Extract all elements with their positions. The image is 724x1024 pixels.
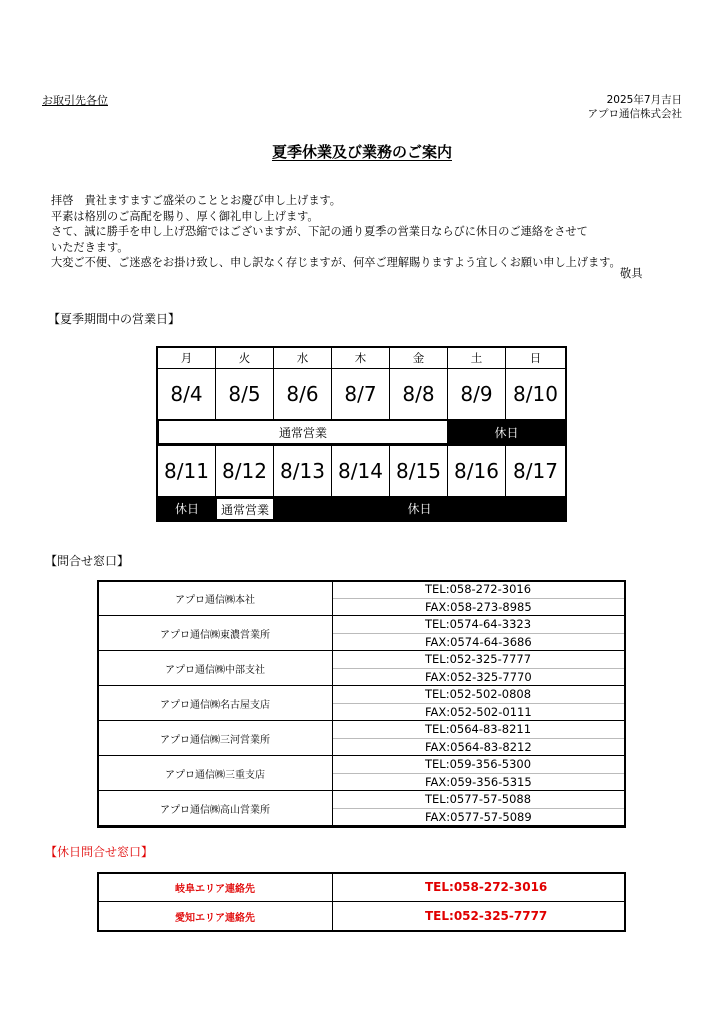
tel-number: TEL:059-356-5300 <box>333 756 626 774</box>
office-name: アプロ通信㈱東濃営業所 <box>98 616 333 651</box>
date-cell: 8/15 <box>390 446 447 496</box>
date-cell: 8/6 <box>274 369 331 419</box>
status-business: 通常営業 <box>217 499 273 519</box>
fax-number: FAX:0564-83-8212 <box>333 738 626 756</box>
table-row <box>98 902 626 931</box>
office-name: アプロ通信㈱三重支店 <box>98 756 333 791</box>
table-row <box>98 686 626 704</box>
status-holiday: 休日 <box>274 497 565 520</box>
body-line: 平素は格別のご高配を賜り、厚く御礼申し上げます。 <box>51 209 319 223</box>
section-heading-contacts: 【問合せ窓口】 <box>45 554 130 568</box>
fax-number: FAX:0574-64-3686 <box>333 633 626 651</box>
area-name: 愛知エリア連絡先 <box>98 902 333 931</box>
date-cell: 8/16 <box>448 446 505 496</box>
weekday-tue: 火 <box>216 348 273 368</box>
weekday-thu: 木 <box>332 348 389 368</box>
status-business: 通常営業 <box>159 421 447 443</box>
section-heading-calendar: 【夏季期間中の営業日】 <box>48 312 181 326</box>
body-line: 拝啓 貴社ますますご盛栄のこととお慶び申し上げます。 <box>51 194 341 207</box>
weekday-sat: 土 <box>448 348 505 368</box>
body-line: 大変ご不便、ご迷惑をお掛け致し、申し訳なく存じますが、何卒ご理解賜りますよう宜しくお願い申し上げます。 <box>51 256 621 270</box>
office-name: アプロ通信㈱三河営業所 <box>98 721 333 756</box>
table-row <box>98 791 626 809</box>
tel-number: TEL:0577-57-5088 <box>333 791 626 809</box>
tel-number: TEL:058-272-3016 <box>333 581 626 599</box>
date-cell: 8/12 <box>216 446 273 496</box>
body-line: いただきます。 <box>51 240 129 254</box>
date-cell: 8/17 <box>506 446 565 496</box>
date-cell: 8/13 <box>274 446 331 496</box>
office-name: アプロ通信㈱中部支社 <box>98 651 333 686</box>
date-cell: 8/11 <box>158 446 215 496</box>
date-cell: 8/7 <box>332 369 389 419</box>
date-cell: 8/5 <box>216 369 273 419</box>
office-name: アプロ通信㈱名古屋支店 <box>98 686 333 721</box>
page-title <box>0 141 724 162</box>
date-cell: 8/9 <box>448 369 505 419</box>
weekday-wed: 水 <box>274 348 331 368</box>
fax-number: FAX:052-325-7770 <box>333 668 626 686</box>
date-cell: 8/8 <box>390 369 447 419</box>
table-row <box>98 616 626 634</box>
closing: 敬具 <box>620 267 643 280</box>
status-holiday: 休日 <box>448 420 565 444</box>
table-row <box>98 581 626 599</box>
date-cell: 8/10 <box>506 369 565 419</box>
fax-number: FAX:0577-57-5089 <box>333 808 626 826</box>
fax-number: FAX:059-356-5315 <box>333 773 626 791</box>
office-name: アプロ通信㈱高山営業所 <box>98 791 333 826</box>
issue-date: 2025年7月吉日 <box>606 94 682 106</box>
date-cell: 8/4 <box>158 369 215 419</box>
tel-number: TEL:052-325-7777 <box>333 651 626 669</box>
table-row <box>98 873 626 902</box>
holiday-contacts-table <box>97 872 626 931</box>
table-row <box>98 651 626 669</box>
tel-number: TEL:0574-64-3323 <box>333 616 626 634</box>
business-calendar <box>156 346 567 522</box>
letter-body <box>51 193 651 271</box>
fax-number: FAX:058-273-8985 <box>333 598 626 616</box>
weekday-mon: 月 <box>158 348 215 368</box>
tel-number: TEL:052-502-0808 <box>333 686 626 704</box>
status-holiday: 休日 <box>158 497 216 520</box>
holiday-tel: TEL:052-325-7777 <box>333 902 626 931</box>
fax-number: FAX:052-502-0111 <box>333 703 626 721</box>
table-row <box>98 756 626 774</box>
section-heading-holiday: 【休日問合せ窓口】 <box>45 845 154 859</box>
table-row <box>98 721 626 739</box>
recipient: お取引先各位 <box>42 94 108 107</box>
weekday-sun: 日 <box>506 348 565 368</box>
tel-number: TEL:0564-83-8211 <box>333 721 626 739</box>
office-name: アプロ通信㈱本社 <box>98 581 333 616</box>
company-name: アプロ通信株式会社 <box>587 108 682 120</box>
area-name: 岐阜エリア連絡先 <box>98 873 333 902</box>
title-text: 夏季休業及び業務のご案内 <box>271 143 452 161</box>
body-line: さて、誠に勝手を申し上げ恐縮ではございますが、下記の通り夏季の営業日ならびに休日のご連絡をさせて <box>51 225 588 239</box>
date-cell: 8/14 <box>332 446 389 496</box>
weekday-fri: 金 <box>390 348 447 368</box>
contacts-table <box>97 580 626 826</box>
holiday-tel: TEL:058-272-3016 <box>333 873 626 902</box>
